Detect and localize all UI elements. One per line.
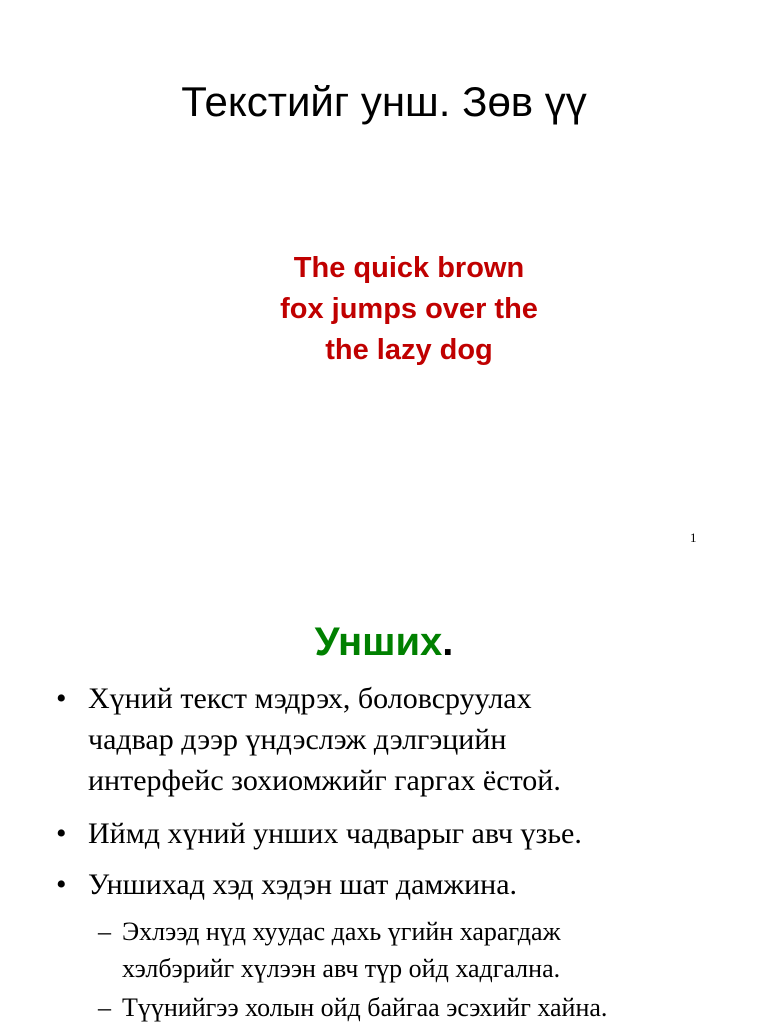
section-heading (0, 616, 768, 668)
pangram-line: The quick brown (293, 252, 525, 284)
sub-bullet-line: Түүнийгээ холын ойд байгаа эсэхийг хайна. (122, 993, 608, 1022)
pangram-line: fox jumps over the (280, 293, 538, 325)
bullet-marker: • (56, 868, 67, 901)
sub-bullet-line: хэлбэрийг хүлээн авч түр ойд хадгална. (122, 954, 561, 983)
pangram-text (0, 248, 768, 371)
sub-bullet-line: Эхлээд нүд хуудас дахь үгийн харагдаж (122, 917, 561, 946)
bullet-line: Иймд хүний унших чадварыг авч үзье. (88, 817, 582, 850)
page-number: 1 (690, 530, 697, 545)
bullet-line: интерфейс зохиомжийг гаргах ёстой. (88, 764, 561, 797)
pangram-line: the lazy dog (325, 334, 493, 366)
heading-word: Унших (314, 620, 443, 664)
bullet-line: чадвар дээр үндэслэж дэлгэцийн (88, 723, 507, 756)
heading-punctuation: . (442, 620, 454, 664)
bullet-marker: • (56, 817, 67, 850)
sub-bullet-marker: – (98, 993, 111, 1022)
sub-bullet-marker: – (98, 917, 111, 946)
bullet-line: Уншихад хэд хэдэн шат дамжина. (88, 868, 518, 901)
bullet-marker: • (56, 682, 67, 715)
slide-title: Текстийг унш. Зөв үү (181, 78, 587, 125)
slide-2 (0, 572, 768, 1024)
bullet-line: Хүний текст мэдрэх, боловсруулах (88, 682, 532, 715)
